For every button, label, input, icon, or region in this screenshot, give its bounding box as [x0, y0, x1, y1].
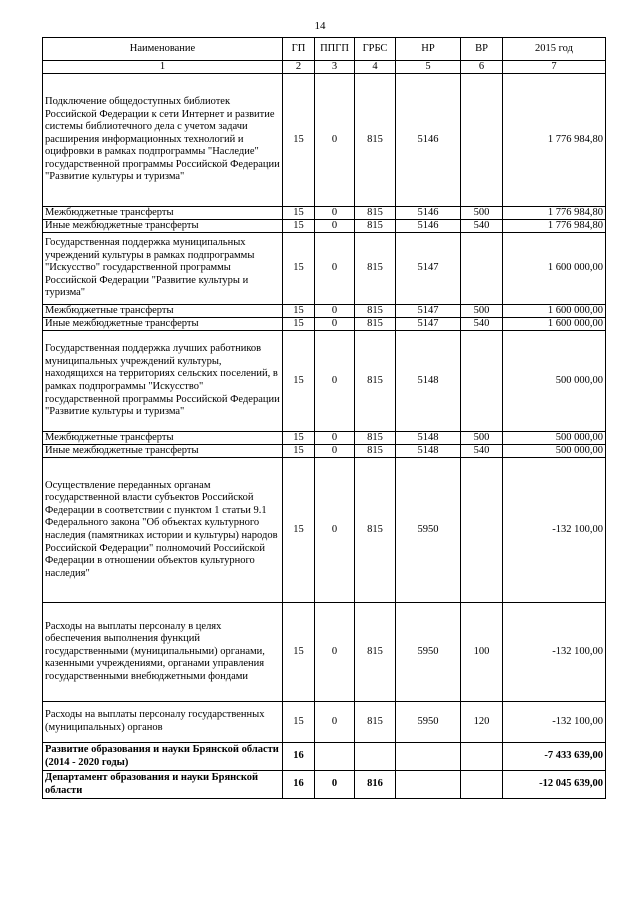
- column-number: 7: [503, 61, 606, 74]
- header-row: [43, 38, 606, 61]
- row-gp: 15: [283, 74, 315, 207]
- row-nr: 5146: [396, 207, 461, 220]
- table-row: [43, 432, 606, 445]
- row-gp: 15: [283, 432, 315, 445]
- row-gp: 15: [283, 445, 315, 458]
- row-grbs: 815: [355, 331, 396, 432]
- header-vr: ВР: [461, 38, 503, 61]
- row-nr: 5147: [396, 318, 461, 331]
- row-gp: 15: [283, 458, 315, 603]
- row-name: Межбюджетные трансферты: [43, 207, 283, 220]
- row-gp: 16: [283, 771, 315, 799]
- row-amount: 500 000,00: [503, 331, 606, 432]
- column-number: 5: [396, 61, 461, 74]
- table-row: [43, 771, 606, 799]
- row-vr: [461, 458, 503, 603]
- row-vr: 100: [461, 603, 503, 702]
- row-amount: 1 776 984,80: [503, 220, 606, 233]
- row-vr: 540: [461, 445, 503, 458]
- header-name: Наименование: [43, 38, 283, 61]
- row-ppgp: 0: [315, 207, 355, 220]
- table-row: [43, 445, 606, 458]
- row-amount: 500 000,00: [503, 432, 606, 445]
- budget-table: [42, 37, 606, 799]
- row-nr: 5148: [396, 432, 461, 445]
- row-ppgp: 0: [315, 74, 355, 207]
- row-name: Государственная поддержка муниципальных учреждений культуры в рамках подпрограммы "Искусство" государственной программы Российской Федерации "Развитие культуры и туризма": [43, 233, 283, 305]
- row-gp: 15: [283, 233, 315, 305]
- column-number: 6: [461, 61, 503, 74]
- header-nr: НР: [396, 38, 461, 61]
- row-gp: 15: [283, 220, 315, 233]
- row-name: Иные межбюджетные трансферты: [43, 220, 283, 233]
- row-grbs: 815: [355, 305, 396, 318]
- row-nr: 5146: [396, 74, 461, 207]
- row-vr: [461, 233, 503, 305]
- row-amount: -132 100,00: [503, 603, 606, 702]
- row-ppgp: 0: [315, 458, 355, 603]
- row-ppgp: 0: [315, 445, 355, 458]
- table-row: [43, 318, 606, 331]
- header-ppgp: ППГП: [315, 38, 355, 61]
- row-grbs: [355, 743, 396, 771]
- row-nr: 5147: [396, 305, 461, 318]
- row-name: Государственная поддержка лучших работников муниципальных учреждений культуры, находящихся на территориях сельских поселений, в рамках подпрограммы "Искусство" государственной программы Российской Федерации "Развитие культуры и туризма": [43, 331, 283, 432]
- table-row: [43, 305, 606, 318]
- row-nr: [396, 743, 461, 771]
- row-amount: 1 776 984,80: [503, 74, 606, 207]
- row-amount: 1 600 000,00: [503, 233, 606, 305]
- row-gp: 15: [283, 305, 315, 318]
- row-ppgp: 0: [315, 702, 355, 743]
- row-vr: 120: [461, 702, 503, 743]
- row-vr: 500: [461, 207, 503, 220]
- row-nr: 5146: [396, 220, 461, 233]
- row-vr: 540: [461, 318, 503, 331]
- row-vr: 540: [461, 220, 503, 233]
- row-nr: 5950: [396, 603, 461, 702]
- header-year: 2015 год: [503, 38, 606, 61]
- table-row: [43, 743, 606, 771]
- row-name: Иные межбюджетные трансферты: [43, 318, 283, 331]
- table-row: [43, 74, 606, 207]
- row-gp: 15: [283, 603, 315, 702]
- row-nr: 5148: [396, 445, 461, 458]
- page-number: 14: [314, 20, 326, 32]
- row-name: Развитие образования и науки Брянской области (2014 - 2020 годы): [43, 743, 283, 771]
- row-grbs: 815: [355, 702, 396, 743]
- row-grbs: 815: [355, 207, 396, 220]
- row-amount: 1 776 984,80: [503, 207, 606, 220]
- row-nr: 5148: [396, 331, 461, 432]
- row-grbs: 815: [355, 445, 396, 458]
- row-amount: 500 000,00: [503, 445, 606, 458]
- column-number: 1: [43, 61, 283, 74]
- row-grbs: 815: [355, 603, 396, 702]
- row-ppgp: 0: [315, 305, 355, 318]
- row-name: Межбюджетные трансферты: [43, 305, 283, 318]
- row-name: Расходы на выплаты персоналу в целях обеспечения выполнения функций государственными (муниципальными) органами, казенными учреждениями, органами управления государственными внебюджетными фондами: [43, 603, 283, 702]
- table-row: [43, 220, 606, 233]
- row-gp: 16: [283, 743, 315, 771]
- row-name: Осуществление переданных органам государственной власти субъектов Российской Федерации в соответствии с пунктом 1 статьи 9.1 Федерального закона "Об объектах культурного наследия (памятниках истории и культуры) народов Российской Федерации" полномочий Российской Федерации в отношении объектов культурного наследия": [43, 458, 283, 603]
- row-ppgp: 0: [315, 318, 355, 331]
- row-grbs: 815: [355, 74, 396, 207]
- row-nr: 5950: [396, 458, 461, 603]
- row-ppgp: 0: [315, 220, 355, 233]
- row-vr: [461, 331, 503, 432]
- row-grbs: 815: [355, 458, 396, 603]
- row-grbs: 815: [355, 220, 396, 233]
- row-ppgp: 0: [315, 432, 355, 445]
- row-name: Подключение общедоступных библиотек Российской Федерации к сети Интернет и развитие системы библиотечного дела с учетом задачи расширения информационных технологий и оцифровки в рамках подпрограммы "Наследие" государственной программы Российской Федерации "Развитие культуры и туризма": [43, 74, 283, 207]
- table-row: [43, 458, 606, 603]
- row-amount: -132 100,00: [503, 458, 606, 603]
- row-amount: -7 433 639,00: [503, 743, 606, 771]
- row-vr: [461, 743, 503, 771]
- row-name: Иные межбюджетные трансферты: [43, 445, 283, 458]
- row-nr: [396, 771, 461, 799]
- table-row: [43, 603, 606, 702]
- header-gp: ГП: [283, 38, 315, 61]
- row-gp: 15: [283, 702, 315, 743]
- row-amount: -12 045 639,00: [503, 771, 606, 799]
- row-nr: 5147: [396, 233, 461, 305]
- table-row: [43, 702, 606, 743]
- row-ppgp: 0: [315, 331, 355, 432]
- table-row: [43, 207, 606, 220]
- row-grbs: 815: [355, 432, 396, 445]
- row-ppgp: [315, 743, 355, 771]
- row-vr: 500: [461, 432, 503, 445]
- row-grbs: 815: [355, 233, 396, 305]
- row-vr: [461, 74, 503, 207]
- table-row: [43, 233, 606, 305]
- row-gp: 15: [283, 331, 315, 432]
- row-gp: 15: [283, 318, 315, 331]
- row-name: Межбюджетные трансферты: [43, 432, 283, 445]
- row-amount: 1 600 000,00: [503, 305, 606, 318]
- header-grbs: ГРБС: [355, 38, 396, 61]
- row-ppgp: 0: [315, 771, 355, 799]
- column-number: 3: [315, 61, 355, 74]
- row-ppgp: 0: [315, 233, 355, 305]
- column-number: 2: [283, 61, 315, 74]
- row-amount: -132 100,00: [503, 702, 606, 743]
- row-ppgp: 0: [315, 603, 355, 702]
- row-vr: [461, 771, 503, 799]
- row-grbs: 815: [355, 318, 396, 331]
- row-vr: 500: [461, 305, 503, 318]
- table-row: [43, 331, 606, 432]
- row-gp: 15: [283, 207, 315, 220]
- row-name: Департамент образования и науки Брянской области: [43, 771, 283, 799]
- row-name: Расходы на выплаты персоналу государственных (муниципальных) органов: [43, 702, 283, 743]
- row-grbs: 816: [355, 771, 396, 799]
- row-amount: 1 600 000,00: [503, 318, 606, 331]
- row-nr: 5950: [396, 702, 461, 743]
- column-number: 4: [355, 61, 396, 74]
- column-number-row: [43, 61, 606, 74]
